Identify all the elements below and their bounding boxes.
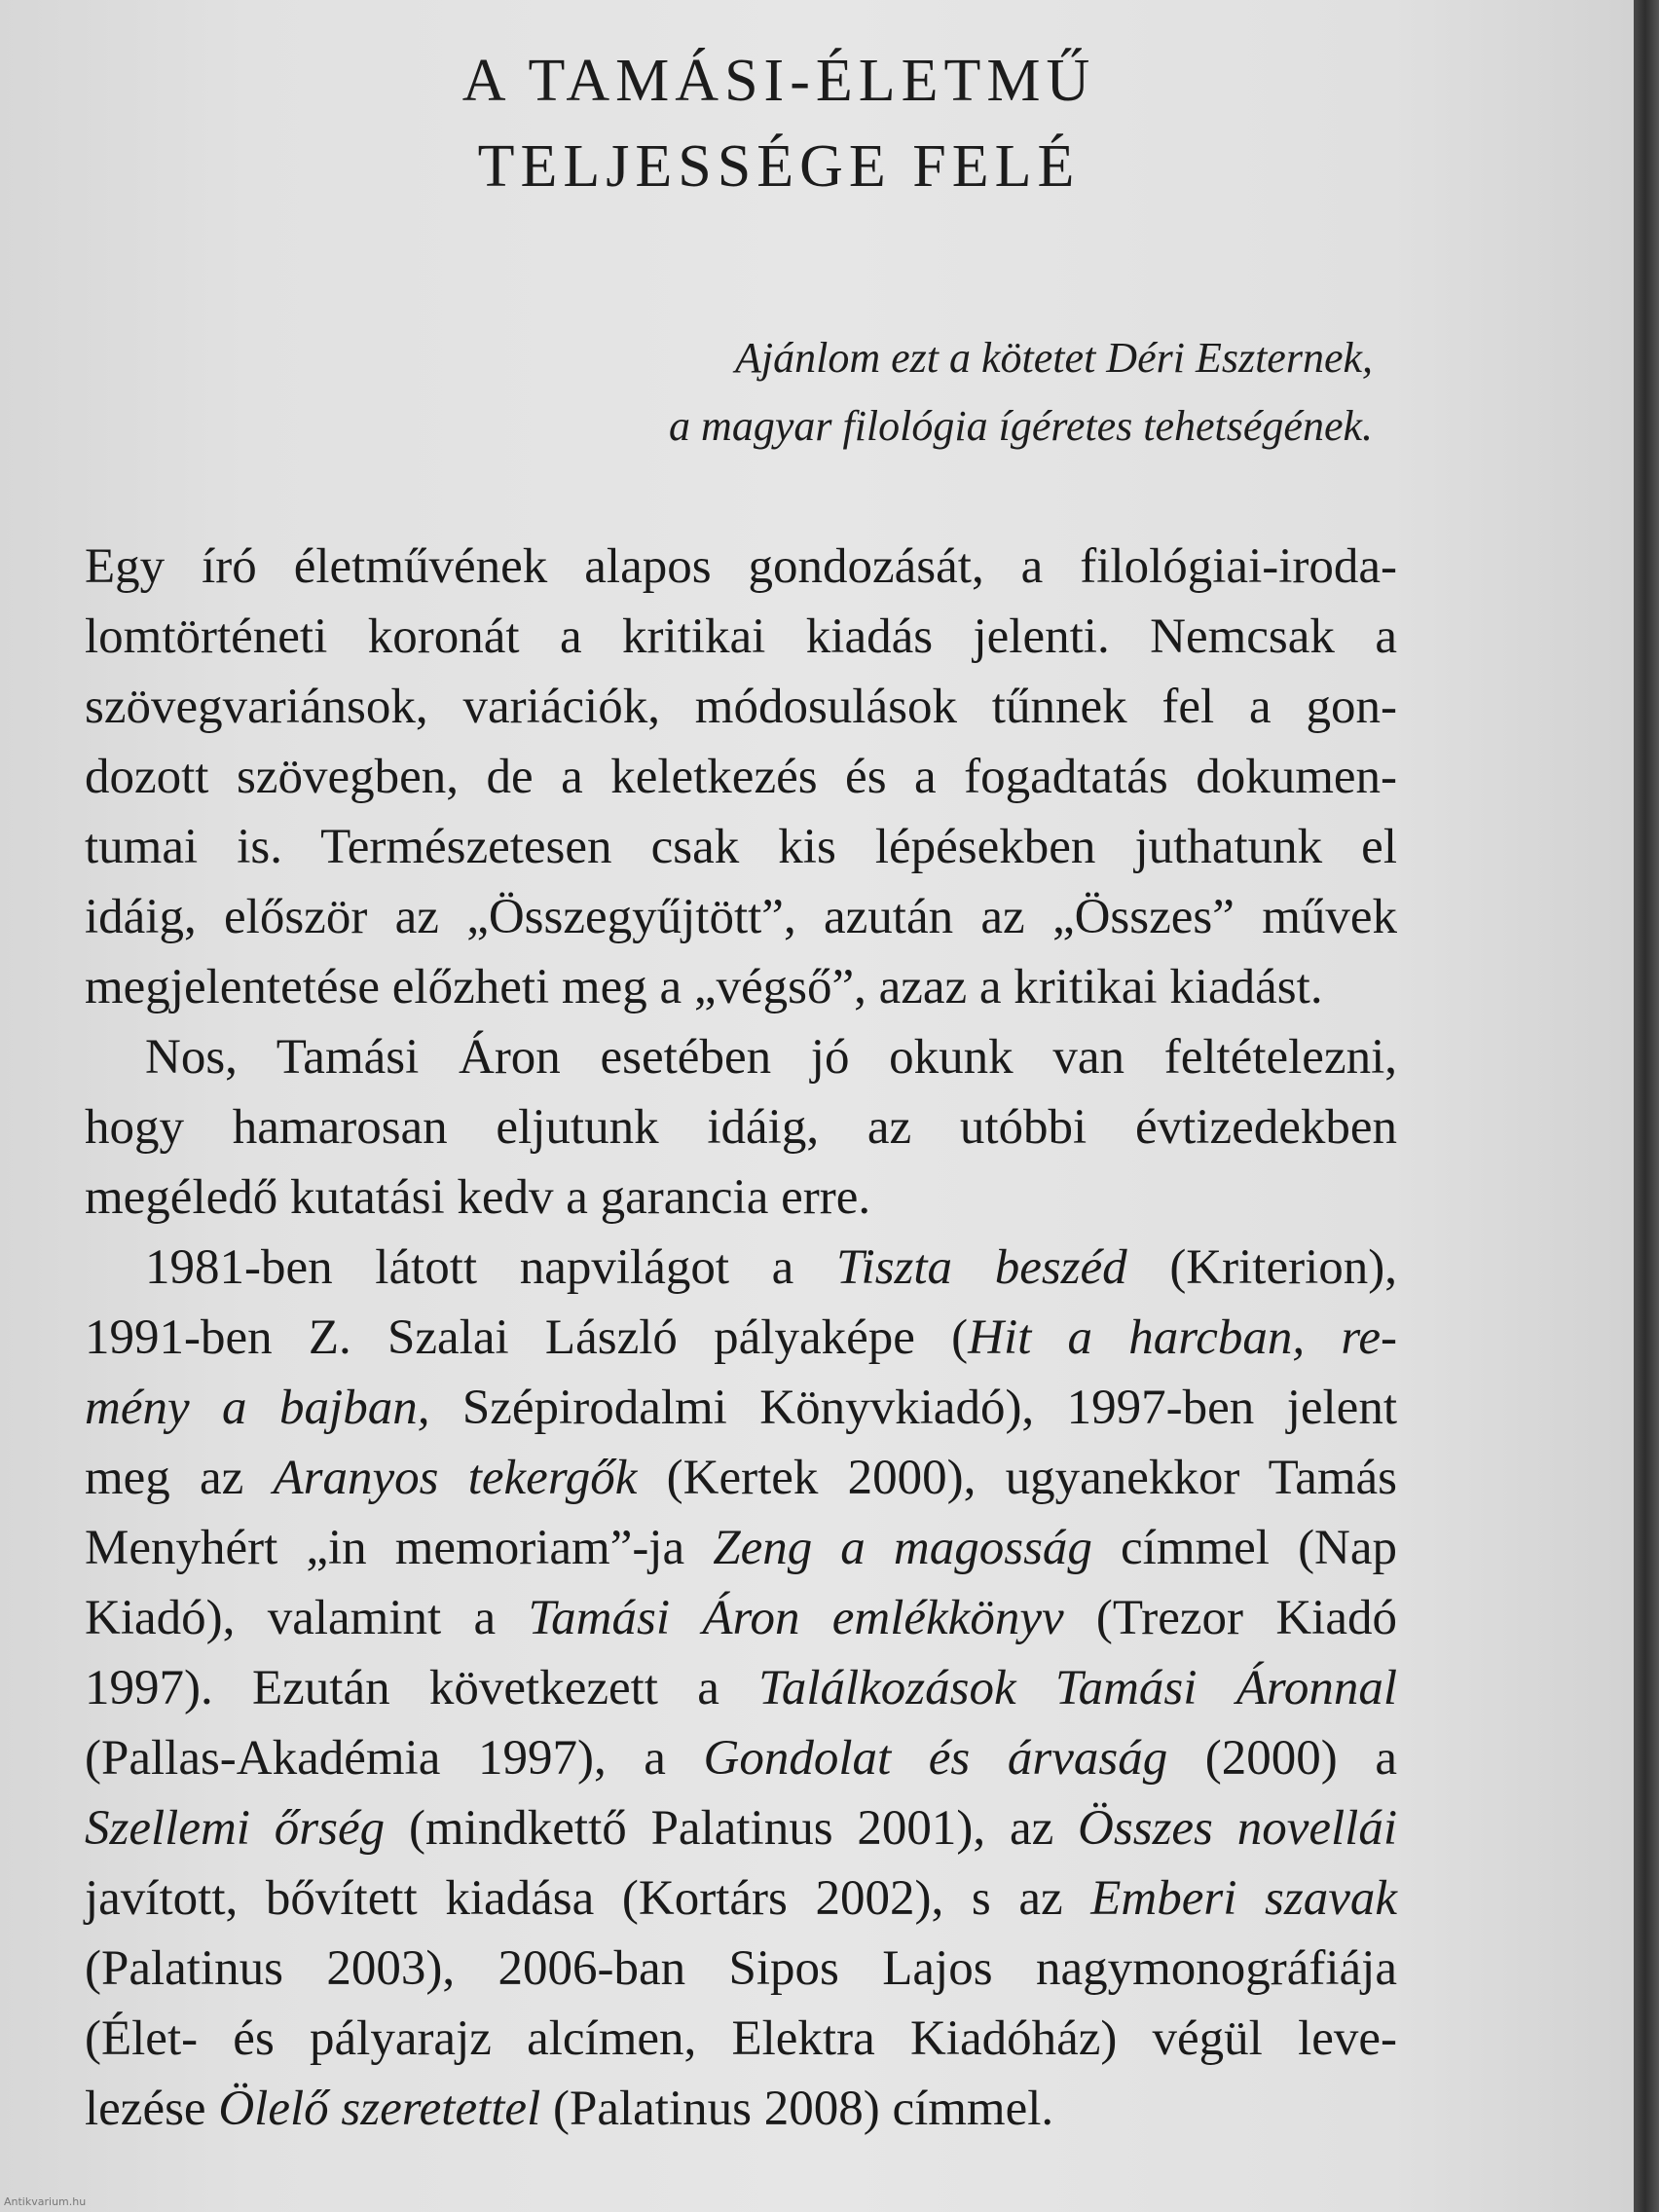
text-line (85, 672, 1397, 742)
text-run: idáig, először az „Összegyűjtött”, azután az „Összes” művek (85, 890, 1397, 944)
text-run: (Palatinus 2003), 2006-ban Sipos Lajos nagymonográfiája (85, 1941, 1397, 1996)
text-run: (Élet- és pályarajz alcímen, Elektra Kiadóház) végül leve- (85, 2011, 1397, 2066)
text-line (85, 812, 1397, 882)
text-line (85, 882, 1397, 952)
text-run: (Palatinus 2008) címmel. (540, 2082, 1054, 2136)
text-line (85, 602, 1397, 672)
body-text (85, 532, 1397, 2144)
text-run: címmel (Nap (1091, 1521, 1398, 1575)
text-line (85, 1653, 1397, 1723)
text-run: (Kertek 2000), ugyanekkor Tamás (637, 1451, 1398, 1505)
text-line (85, 1233, 1397, 1303)
italic-title: Gondolat és árvaság (703, 1731, 1168, 1786)
text-run: 1981-ben látott napvilágot a (145, 1240, 836, 1295)
text-line (85, 1022, 1397, 1092)
text-line (85, 952, 1397, 1022)
italic-title: Zeng a magosság (713, 1521, 1092, 1575)
text-line (85, 1513, 1397, 1583)
italic-title: Szellemi őrség (85, 1801, 386, 1856)
text-line (85, 1303, 1397, 1373)
paragraph (85, 532, 1397, 1022)
text-run: (2000) a (1167, 1731, 1397, 1786)
italic-title: Összes novellái (1078, 1801, 1398, 1856)
text-line (85, 1863, 1397, 1934)
text-run: 1997). Ezután következett a (85, 1661, 759, 1715)
text-run: szövegvariánsok, variációk, módosulások tűnnek fel a gon- (85, 680, 1397, 734)
text-line (85, 1723, 1397, 1793)
watermark: Antikvarium.hu (4, 2195, 87, 2208)
text-run: Szépirodalmi Könyvkiadó), 1997-ben jelent (429, 1381, 1397, 1435)
italic-title: Találkozások Tamási Áronnal (758, 1661, 1397, 1715)
text-line (85, 2074, 1397, 2144)
text-run: megéledő kutatási kedv a garancia erre. (85, 1170, 871, 1225)
chapter-title-line-1: A TAMÁSI-ÉLETMŰ (461, 48, 1096, 114)
text-run: Egy író életművének alapos gondozását, a filológiai-iroda- (85, 539, 1397, 594)
text-run: lezése (85, 2082, 219, 2136)
paragraph (85, 1022, 1397, 1233)
italic-title: Hit a harcban, re- (968, 1310, 1397, 1365)
text-run: (Trezor Kiadó (1063, 1591, 1397, 1645)
italic-title: mény a bajban, (85, 1381, 430, 1435)
text-run: hogy hamarosan eljutunk idáig, az utóbbi évtizedekben (85, 1100, 1397, 1155)
italic-title: Ölelő szeretettel (218, 2082, 541, 2136)
text-line (85, 1793, 1397, 1863)
italic-title: Emberi szavak (1090, 1871, 1397, 1926)
text-run: lomtörténeti koronát a kritikai kiadás jelenti. Nemcsak a (85, 609, 1397, 664)
text-run: Menyhért „in memoriam”-ja (85, 1521, 714, 1575)
text-line (85, 1583, 1397, 1653)
text-line (85, 1162, 1397, 1233)
text-run: (mindkettő Palatinus 2001), az (385, 1801, 1079, 1856)
text-run: Kiadó), valamint a (85, 1591, 529, 1645)
text-line (85, 1373, 1397, 1443)
text-run: javított, bővített kiadása (Kortárs 2002), s az (85, 1871, 1091, 1926)
text-run: (Kriterion), (1126, 1240, 1397, 1295)
text-run: (Pallas-Akadémia 1997), a (85, 1731, 704, 1786)
text-run: 1991-ben Z. Szalai László pályaképe ( (85, 1310, 969, 1365)
italic-title: Aranyos tekergők (273, 1451, 638, 1505)
text-line (85, 742, 1397, 812)
italic-title: Tamási Áron emlékkönyv (528, 1591, 1064, 1645)
text-run: Nos, Tamási Áron esetében jó okunk van feltételezni, (145, 1030, 1397, 1085)
paragraph (85, 1233, 1397, 2144)
text-run: tumai is. Természetesen csak kis lépésekben juthatunk el (85, 820, 1397, 874)
text-line (85, 1443, 1397, 1513)
dedication-line-1: Ajánlom ezt a kötetet Déri Eszternek, (735, 334, 1373, 382)
dedication-line-2: a magyar filológia ígéretes tehetségének. (669, 402, 1373, 450)
chapter-title-line-2: TELJESSÉGE FELÉ (477, 133, 1081, 200)
text-run: dozott szövegben, de a keletkezés és a fogadtatás dokumen- (85, 750, 1397, 804)
text-line (85, 1092, 1397, 1162)
text-line (85, 532, 1397, 602)
text-line (85, 2004, 1397, 2074)
page-edge-shadow (1634, 0, 1659, 2212)
text-run: meg az (85, 1451, 274, 1505)
text-run: megjelentetése előzheti meg a „végső”, azaz a kritikai kiadást. (85, 960, 1323, 1014)
text-line (85, 1934, 1397, 2004)
italic-title: Tiszta beszéd (835, 1240, 1127, 1295)
